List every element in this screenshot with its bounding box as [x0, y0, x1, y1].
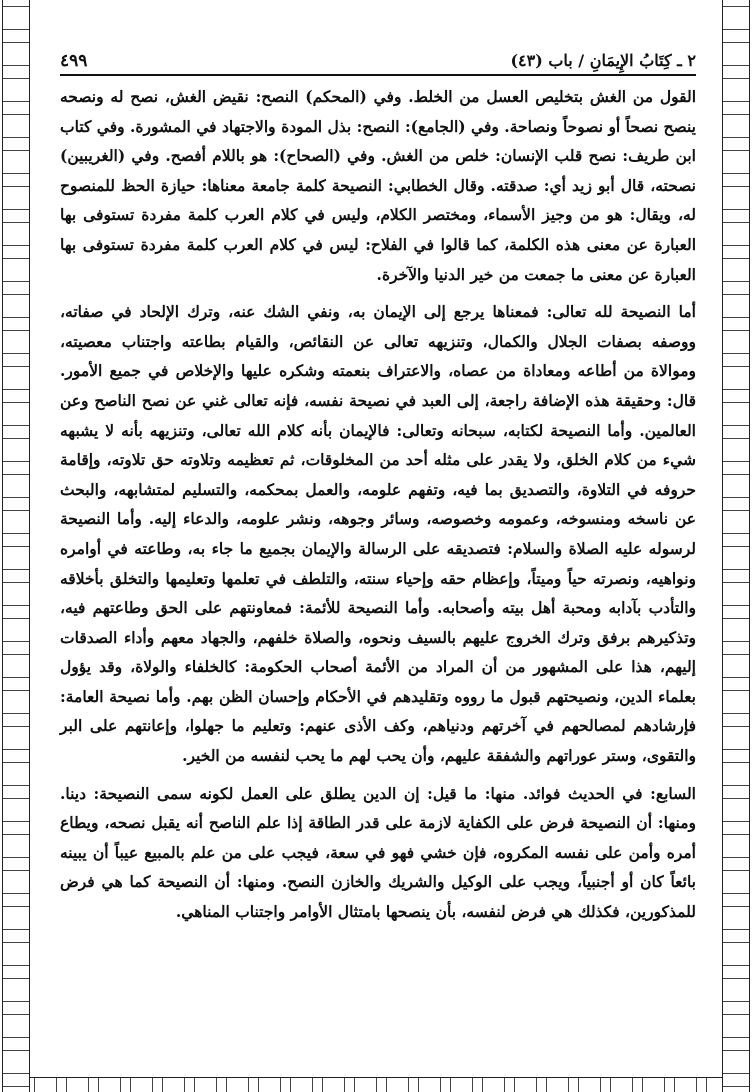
page-number: ٤٩٩	[60, 51, 88, 71]
paragraph-3	[60, 779, 696, 927]
book-page	[60, 48, 696, 1068]
paragraph-text: أما النصيحة لله تعالى: فمعناها يرجع إلى الإيمان به، ونفي الشك عنه، وترك الإلحاد في صفاته، ووصفه بصفات الجلال والكمال، وتنزيهه تعالى عن النقائص، والقيام بطاعته واجتناب معصيته، وموالاة من أطاعه ومعاداة من عصاه، والاعتراف بنعمته وشكره عليها والإخلاص في جميع الأمور. قال: وحقيقة هذه الإضافة راجعة، إلى العبد في نصيحة نفسه، فإنه تعالى غني عن نصح الناصح وعن العالمين. وأما النصيحة لكتابه، سبحانه وتعالى: فالإيمان بأنه كلام الله تعالى، وتنزيهه بأنه لا يشبهه شيء من كلام الخلق، ولا يقدر على مثله أحد من المخلوقات، ثم تعظيمه وتلاوته حق تلاوته، وإقامة حروفه في التلاوة، والتصديق بما فيه، وتفهم علومه، والعمل بمحكمه، والتسليم لمتشابهه، والبحث عن ناسخه ومنسوخه، وعمومه وخصوصه، وسائر وجوهه، ونشر علومه، والدعاء إليه. وأما النصيحة لرسوله عليه الصلاة والسلام: فتصديقه على الرسالة والإيمان بجميع ما جاء به، وطاعته في أوامره ونواهيه، ونصرته حياً وميتاً، وإعظام حقه وإحياء سنته، والتلطف في تعلمها وتعليمها والتخلق بأخلاقه والتأدب بآدابه ومحبة أهل بيته وأصحابه. وأما النصيحة للأئمة: فمعاونتهم على الحق وطاعتهم فيه، وتذكيرهم برفق وترك الخروج عليهم بالسيف ونحوه، والصلاة خلفهم، والجهاد معهم وأداء الصدقات إليهم، هذا على المشهور من أن المراد من الأئمة أصحاب الحكومة: كالخلفاء والولاة، وقد يؤول بعلماء الدين، ونصيحتهم قبول ما رووه وتقليدهم في الأحكام وإحسان الظن بهم. وأما نصيحة العامة: فإرشادهم لمصالحهم في آخرتهم ودنياهم، وكف الأذى عنهم: وتعليم ما جهلوا، وإعانتهم على البر والتقوى، وستر عوراتهم والشفقة عليهم، وأن يحب لهم ما يحب لنفسه من الخير.	[60, 302, 696, 766]
ornamental-border-left	[2, 0, 30, 1092]
paragraph-lead: السابع:	[650, 783, 696, 803]
header-title: ٢ ـ كِتَابُ الإِيمَانِ / باب (٤٣)	[510, 51, 696, 70]
running-header	[60, 48, 696, 76]
paragraph-2	[60, 297, 696, 771]
paragraph-1	[60, 82, 696, 289]
ornamental-border-right	[722, 0, 750, 1092]
paragraph-text: القول من الغش بتخليص العسل من الخلط. وفي (المحكم) النصح: نقيض الغش، نصح له ونصحه ينصح نصحاً أو نصوحاً ونصاحة. وفي (الجامع): النصح: بذل المودة والاجتهاد في المشورة. وفي كتاب ابن طريف: نصح قلب الإنسان: خلص من الغش. وفي (الصحاح): هو باللام أفصح. وفي (الغريبين) نصحته، قال أبو زيد أي: صدقته. وقال الخطابي: النصيحة كلمة جامعة معناها: حيازة الحظ للمنصوح له، ويقال: هو من وجيز الأسماء، ومختصر الكلام، وليس في كلام العرب كلمة مفردة تستوفى بها العبارة عن معنى هذه الكلمة، كما قالوا في الفلاح: ليس في كلام العرب كلمة مفردة تستوفى بها العبارة عن معنى ما جمعت من خير الدنيا والآخرة.	[60, 87, 696, 284]
paragraph-text: في الحديث فوائد. منها: ما قيل: إن الدين يطلق على العمل لكونه سمى النصيحة: دينا. ومنها: أن النصيحة فرض على الكفاية لازمة على قدر الطاقة إذا علم الناصح أنه يقبل نصحه، ويطاع أمره وأمن على نفسه المكروه، فإن خشي فهو في سعة، فيجب على من علم بالمبيع عيباً أن يبينه بائعاً كان أو أجنبياً، ويجب على الوكيل والشريك والخازن النصح. ومنها: أن النصيحة كما هي فرض للمذكورين، فكذلك هي فرض لنفسه، بأن ينصحها بامتثال الأوامر واجتناب المناهي.	[60, 783, 696, 922]
body-text	[60, 82, 696, 927]
ornamental-border-bottom	[30, 1077, 722, 1092]
